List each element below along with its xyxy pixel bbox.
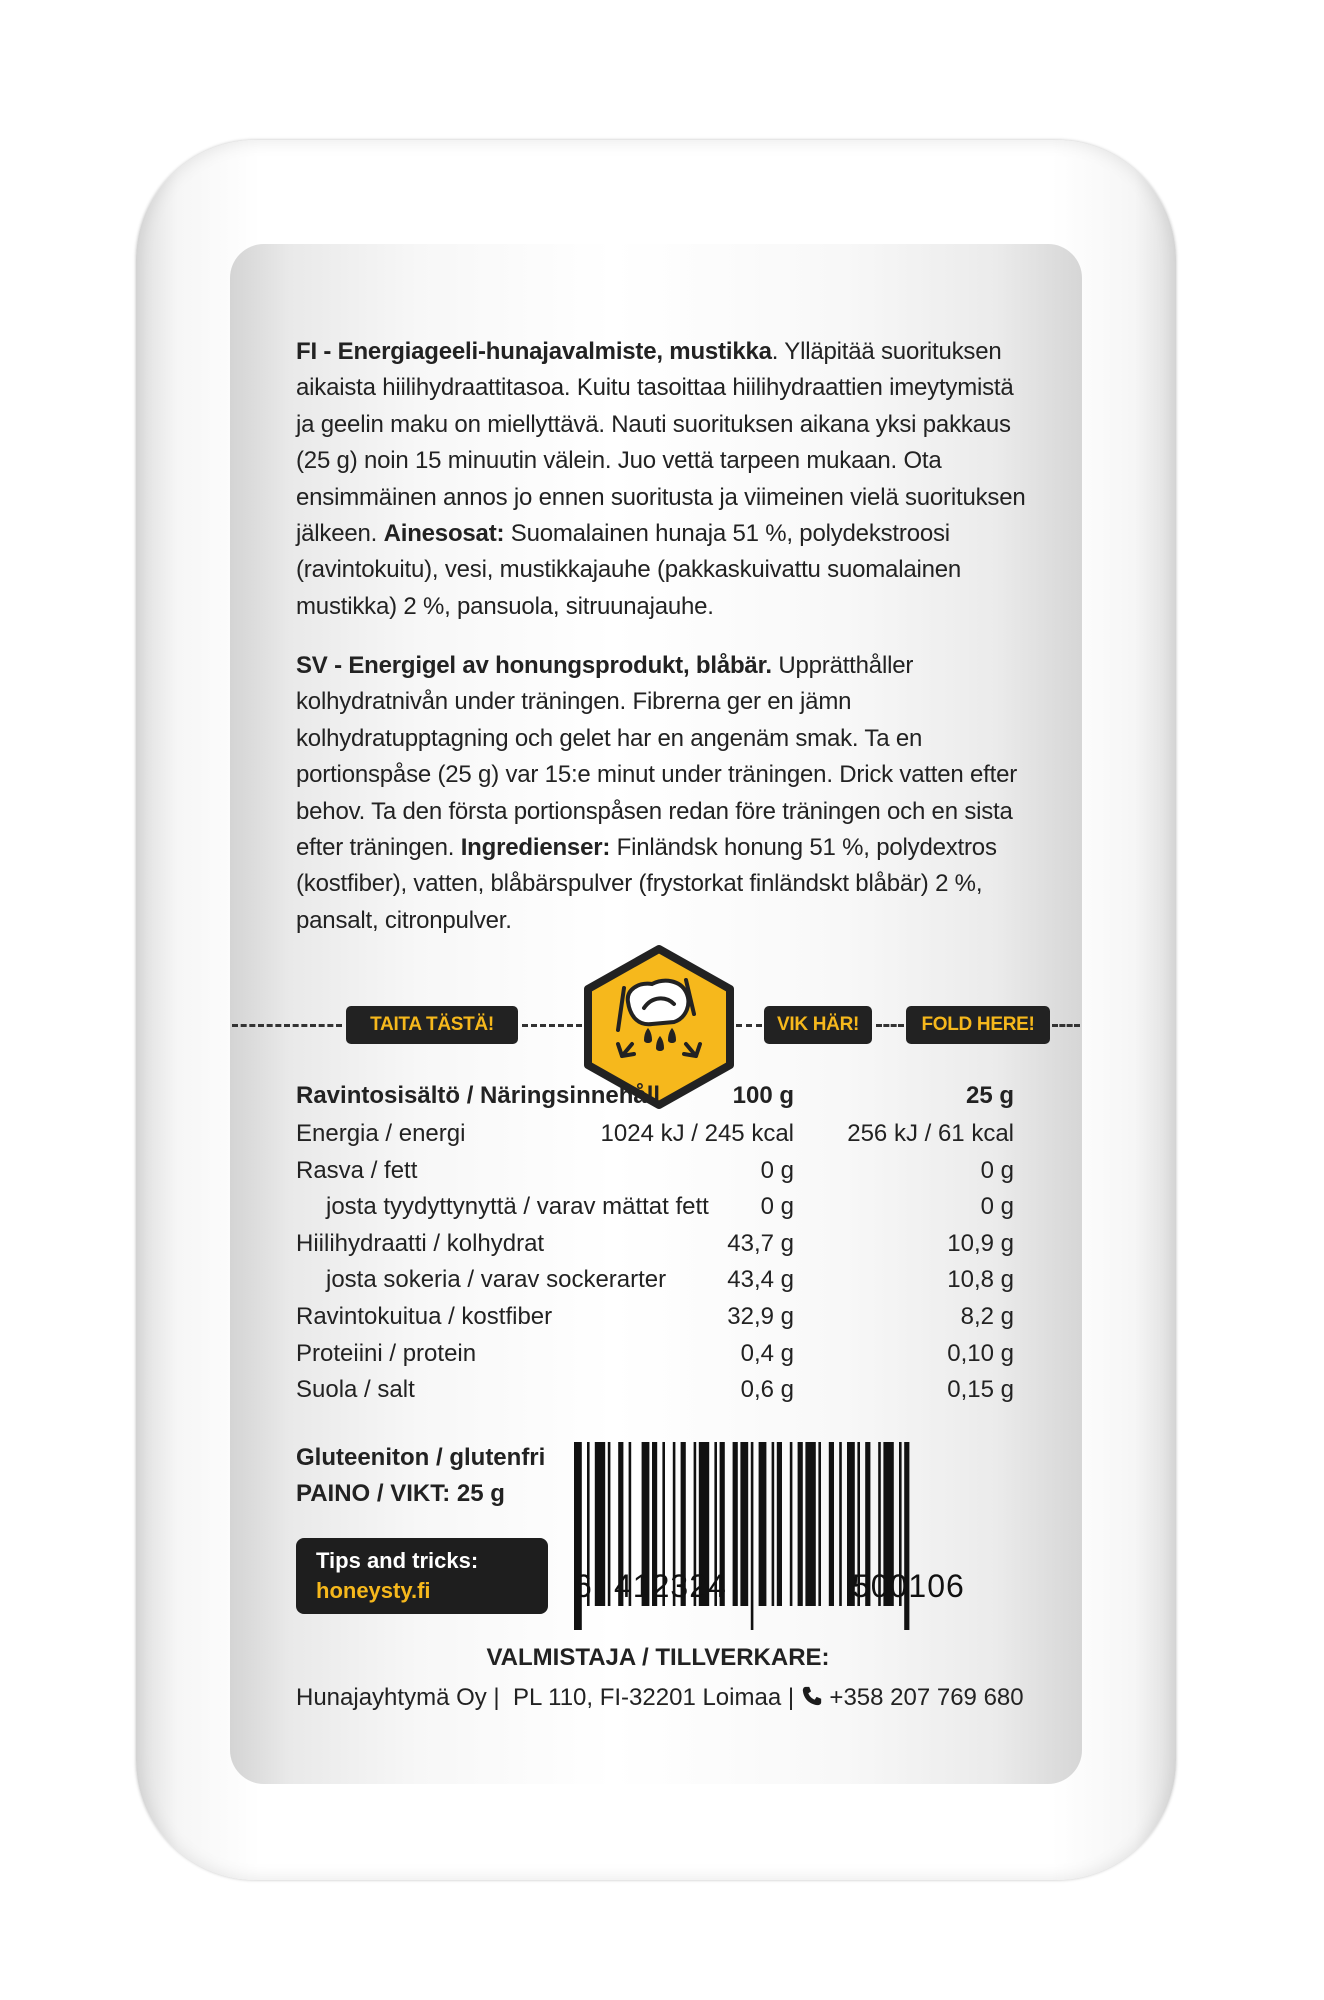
nutrition-label: josta sokeria / varav sockerarter [326, 1266, 667, 1294]
nutrition-value-25g: 0,15 g [947, 1376, 1014, 1404]
nutrition-value-100g: 0 g [760, 1193, 794, 1221]
manufacturer-address: PL 110, FI-32201 Loimaa [513, 1684, 782, 1711]
fold-dash-line [232, 1024, 342, 1027]
sv-ingredients-label: Ingredienser: [460, 834, 611, 862]
nutrition-value-100g: 0 g [760, 1156, 794, 1184]
barcode-bar [733, 1442, 738, 1606]
barcode-bar [759, 1442, 767, 1606]
nutrition-value-25g: 8,2 g [960, 1303, 1014, 1330]
nutrition-row [296, 1372, 1020, 1408]
fold-label-en: FOLD HERE! [906, 1006, 1050, 1044]
nutrition-label: josta tyydyttynyttä / varav mättat fett [326, 1193, 709, 1221]
weight-label: PAINO / VIKT: 25 g [296, 1480, 505, 1507]
manufacturer-title: VALMISTAJA / TILLVERKARE: [486, 1644, 830, 1671]
nutrition-label: Hiilihydraatti / kolhydrat [296, 1229, 545, 1257]
barcode-bar [740, 1442, 748, 1606]
barcode-bar [805, 1442, 815, 1606]
fold-dash-line [1052, 1024, 1080, 1027]
barcode-bar [829, 1442, 834, 1606]
nutrition-row [296, 1299, 1020, 1335]
gluten-free-label: Gluteeniton / glutenfri [296, 1444, 546, 1471]
nutrition-label: Suola / salt [296, 1376, 415, 1404]
nutrition-row [296, 1336, 1020, 1372]
barcode-digits-right: 500106 [852, 1568, 965, 1604]
barcode-bar [790, 1442, 793, 1606]
barcode-bar [818, 1442, 821, 1606]
barcode-bar [798, 1442, 803, 1606]
nutrition-col-100g: 100 g [732, 1082, 794, 1109]
barcode-digits-left: 412324 [614, 1568, 727, 1604]
manufacturer-info: Hunajayhtymä Oy | PL 110, FI-32201 Loimaa | +358 207 769 680 [296, 1684, 1024, 1711]
fold-label-fi: TAITA TÄSTÄ! [346, 1006, 518, 1044]
barcode [564, 1442, 1024, 1648]
barcode-bar [772, 1442, 775, 1606]
tips-url[interactable]: honeysty.fi [316, 1578, 431, 1603]
fold-label-sv: VIK HÄR! [764, 1006, 872, 1044]
swedish-description [296, 648, 1036, 939]
fi-ingredients-label: Ainesosat: [383, 520, 505, 548]
phone-icon [801, 1684, 823, 1708]
sv-ingredients: Finländsk honung 51 %, polydextros (kostfiber), vatten, blåbärspulver (frystorkat finländskt blåbär) 2 %, pansalt, citronpulver. [296, 834, 997, 934]
finnish-description [296, 334, 1036, 625]
barcode-bar [608, 1442, 611, 1606]
barcode-bar [777, 1442, 782, 1606]
nutrition-value-100g: 32,9 g [727, 1303, 794, 1330]
nutrition-label: Energia / energi [296, 1120, 466, 1147]
nutrition-value-25g: 10,8 g [947, 1266, 1014, 1294]
tips-title: Tips and tricks: [316, 1548, 479, 1573]
nutrition-value-100g: 0,4 g [740, 1339, 794, 1367]
nutrition-label: Rasva / fett [296, 1156, 418, 1184]
barcode-bar [839, 1442, 842, 1606]
nutrition-row [296, 1153, 1020, 1189]
nutrition-label: Proteiini / protein [296, 1339, 477, 1367]
nutrition-row [296, 1226, 1020, 1262]
fi-body: . Ylläpitää suorituksen aikaista hiilihydraattitasoa. Kuitu tasoittaa hiilihydraattien imeytymistä ja geelin maku on miellyttävä. Nauti suorituksen aikana yksi pakkaus (25 g) noin 15 minuutin välein. Juo vettä tarpeen mukaan. Ota ensimmäinen annos jo ennen suoritusta ja viimeinen vielä suorituksen jälkeen. [296, 338, 1026, 548]
barcode-bar [751, 1442, 754, 1630]
fi-ingredients: Suomalainen hunaja 51 %, polydekstroosi (ravintokuitu), vesi, mustikkajauhe (pakkaskuivattu suomalainen mustikka) 2 %, pansuola, sitruunajauhe. [296, 520, 962, 620]
manufacturer-company: Hunajayhtymä Oy [296, 1684, 487, 1711]
fold-dash-line [522, 1024, 582, 1027]
fold-dash-line [876, 1024, 904, 1027]
fi-title: FI - Energiageeli-hunajavalmiste, mustikka [296, 338, 772, 365]
barcode-bar [595, 1442, 605, 1606]
fold-dash-line [736, 1024, 762, 1027]
nutrition-col-25g: 25 g [965, 1082, 1014, 1109]
nutrition-value-100g: 0,6 g [740, 1376, 794, 1404]
nutrition-value-25g: 10,9 g [947, 1229, 1014, 1257]
sv-title: SV - Energigel av honungsprodukt, blåbär. [296, 652, 772, 679]
manufacturer-phone[interactable]: +358 207 769 680 [829, 1684, 1024, 1711]
nutrition-row [296, 1262, 1020, 1298]
nutrition-value-100g: 43,4 g [727, 1266, 794, 1294]
nutrition-value-25g: 0 g [980, 1193, 1014, 1221]
tips-box [296, 1538, 548, 1614]
nutrition-row [296, 1116, 1020, 1152]
nutrition-header-row [296, 1078, 1020, 1114]
nutrition-value-100g: 43,7 g [727, 1229, 794, 1257]
sv-body: Upprätthåller kolhydratnivån under träningen. Fibrerna ger en jämn kolhydratupptagning och gelet har en angenäm smak. Ta en portionspåse (25 g) var 15:e minut under träningen. Drick vatten efter behov. Ta den första portionspåsen redan före träningen och en sista efter träningen. [296, 652, 1018, 862]
nutrition-value-100g: 1024 kJ / 245 kcal [600, 1120, 794, 1147]
barcode-digit-first: 6 [574, 1568, 593, 1604]
nutrition-value-25g: 0 g [980, 1156, 1014, 1184]
nutrition-header: Ravintosisältö / Näringsinnehåll [296, 1082, 661, 1109]
nutrition-value-25g: 0,10 g [947, 1339, 1014, 1367]
nutrition-row [296, 1189, 1020, 1225]
nutrition-label: Ravintokuitua / kostfiber [296, 1303, 553, 1330]
nutrition-value-25g: 256 kJ / 61 kcal [847, 1120, 1014, 1147]
